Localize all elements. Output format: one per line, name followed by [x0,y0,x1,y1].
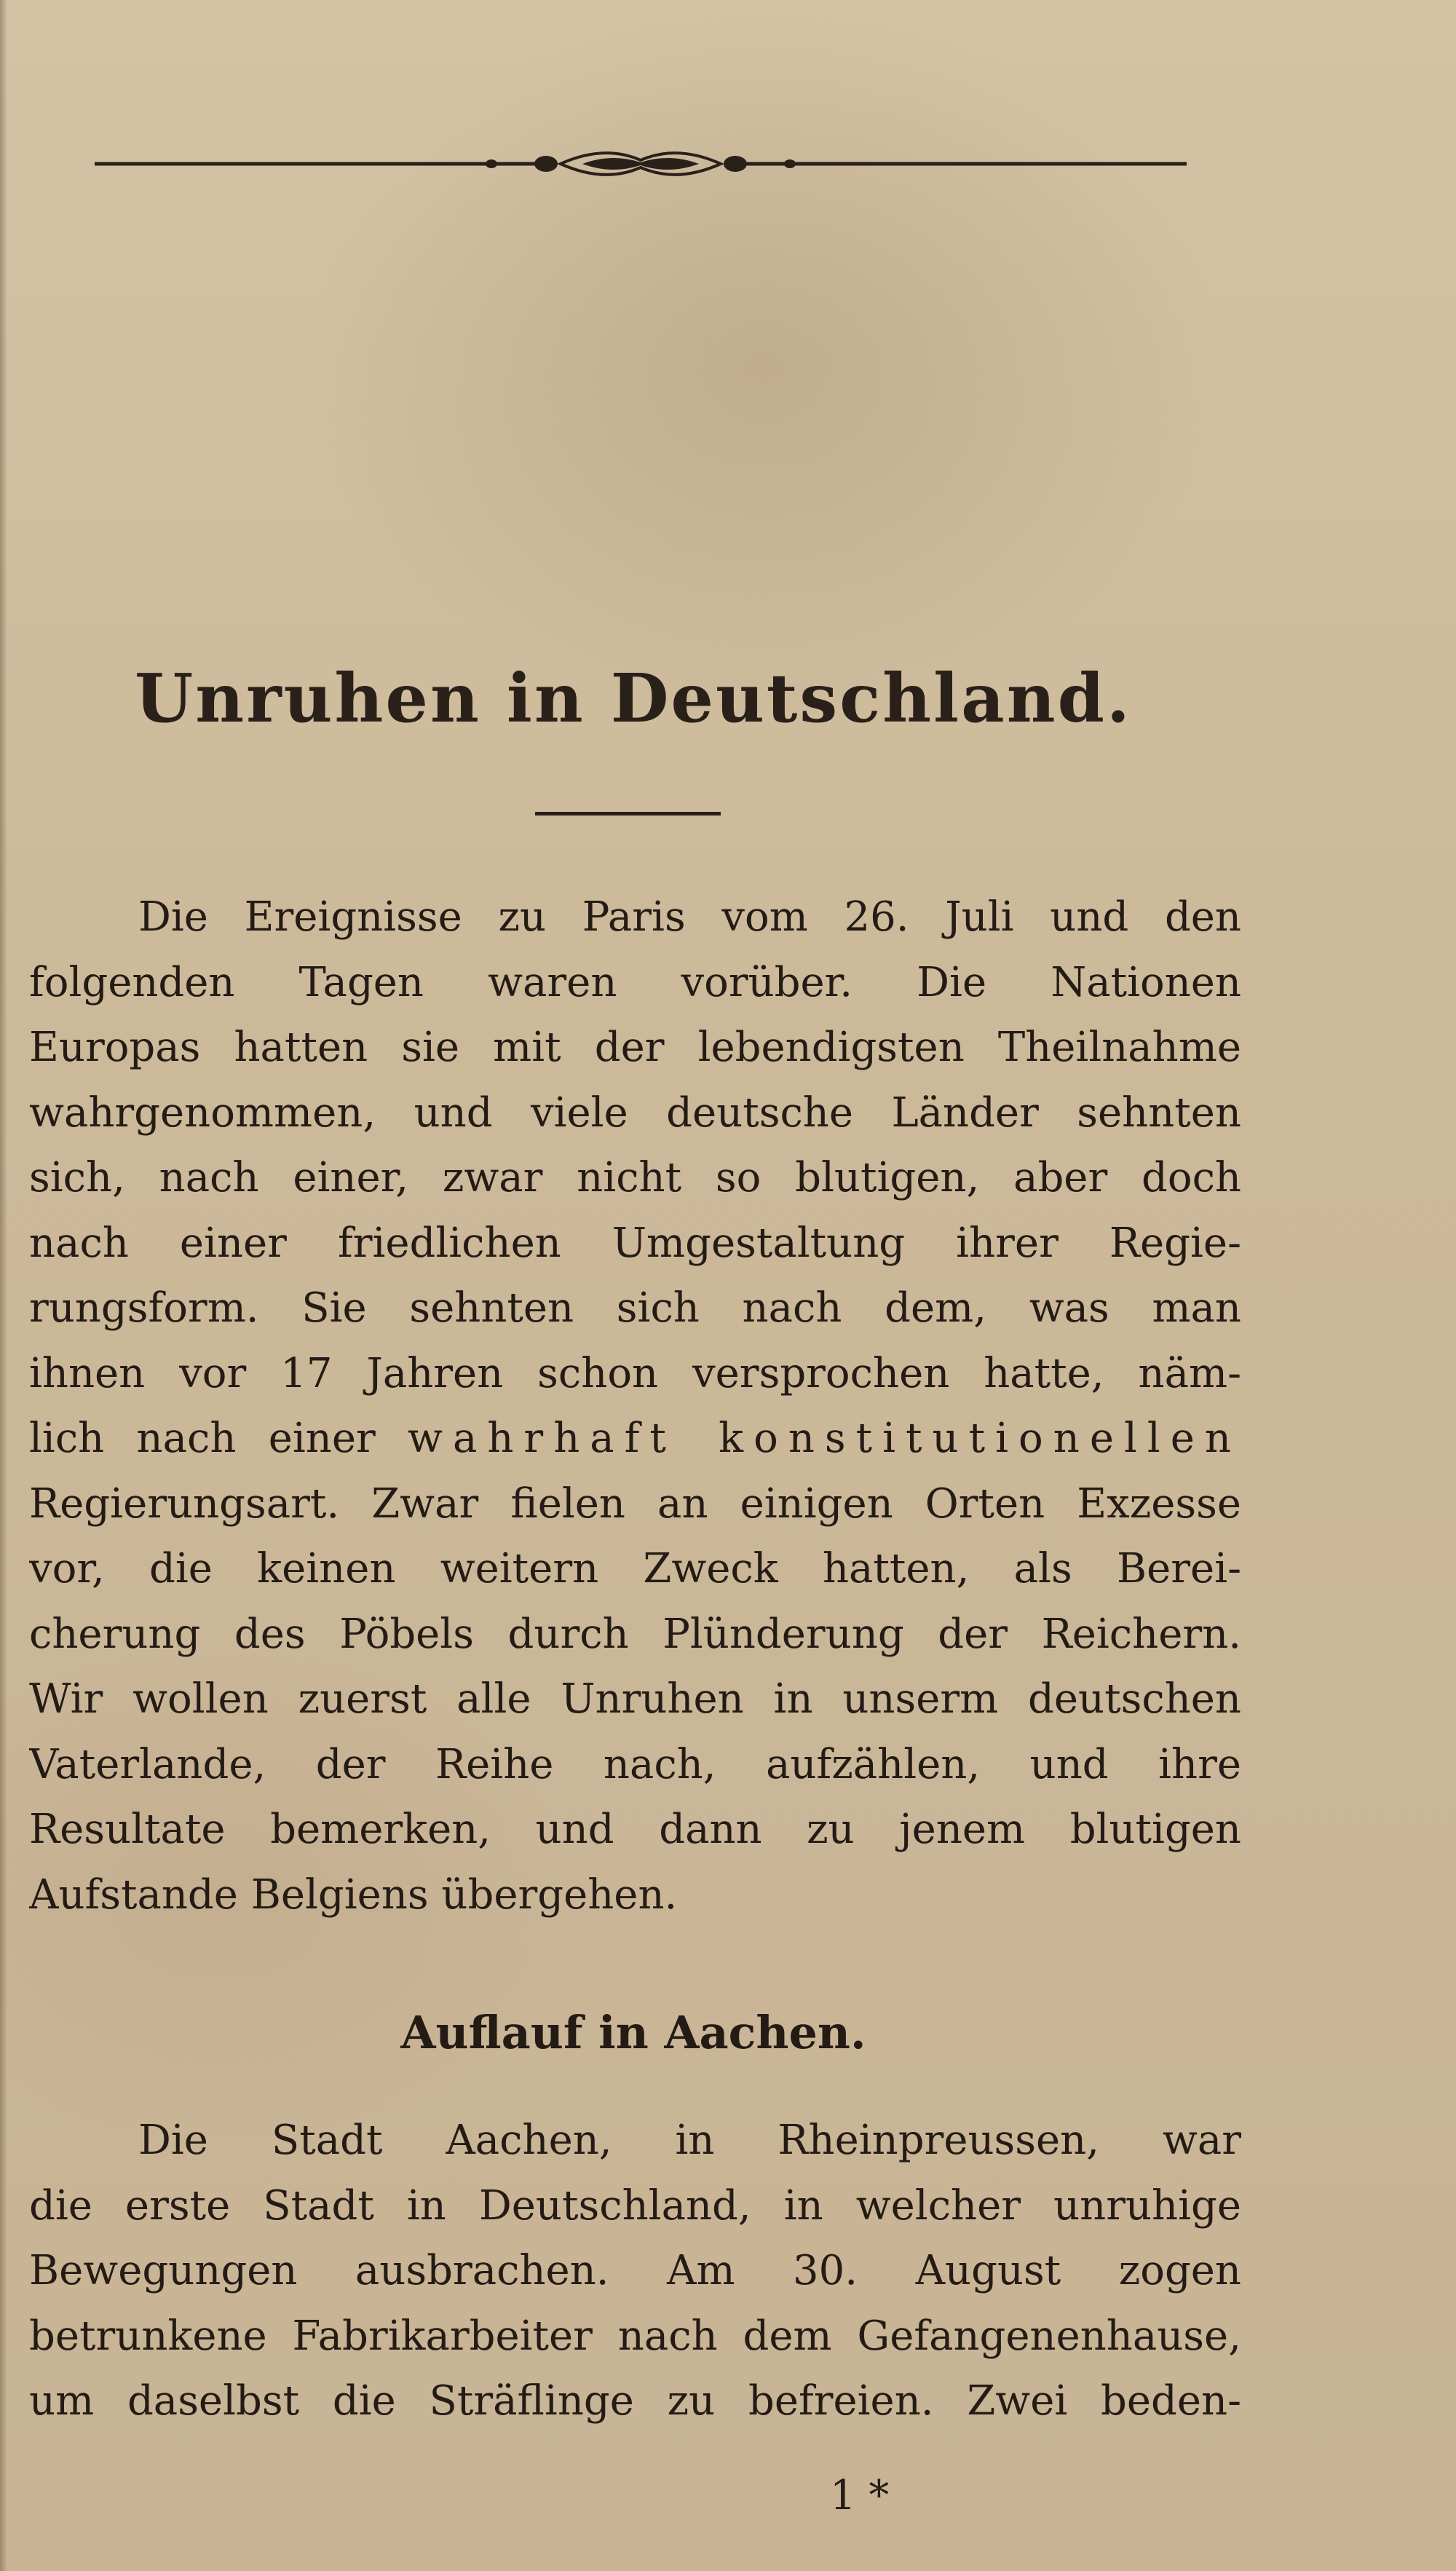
paragraph-line: Wir wollen zuerst alle Unruhen in unserm deutschen [29,1675,1241,1723]
page-binding-edge [0,0,7,2571]
paragraph-line: nach einer friedlichen Umgestaltung ihrer Regie- [29,1219,1241,1267]
paragraph-1 [29,885,1241,1927]
paragraph-line: ihnen vor 17 Jahren schon versprochen hatte, näm- [29,1349,1241,1397]
paragraph-line: folgenden Tagen waren vorüber. Die Nationen [29,958,1241,1006]
chapter-title: Unruhen in Deutschland. [135,659,1132,738]
spaced-emphasis: wahrhaft konstitutionellen [408,1415,1241,1462]
paragraph-line: rungsform. Sie sehnten sich nach dem, was man [29,1284,1241,1332]
paragraph-line: Resultate bemerken, und dann zu jenem blutigen [29,1806,1241,1853]
paragraph-line: sich, nach einer, zwar nicht so blutigen, aber doch [29,1154,1241,1201]
paragraph-line: die erste Stadt in Deutschland, in welcher unruhige [29,2181,1241,2230]
paragraph-line: wahrgenommen, und viele deutsche Länder sehnten [29,1089,1241,1137]
paragraph-2 [29,2108,1241,2434]
paragraph-line: Regierungsart. Zwar fielen an einigen Orten Exzesse [29,1480,1241,1528]
paragraph-line: vor, die keinen weitern Zweck hatten, als Berei- [29,1545,1241,1592]
paragraph-line: um daselbst die Sträflinge zu befreien. Zwei beden- [29,2377,1241,2425]
paragraph-line-spaced [29,1406,1241,1472]
paragraph-line-part: lich nach einer [29,1415,376,1462]
paragraph-line: Die Ereignisse zu Paris vom 26. Juli und den [138,893,1241,941]
paragraph-line: Aufstande Belgiens übergehen. [29,1871,678,1919]
paragraph-line: cherung des Pöbels durch Plünderung der Reichern. [29,1610,1241,1658]
title-underline-rule [535,812,721,815]
signature-mark: 1 * [830,2472,890,2519]
paragraph-line: Europas hatten sie mit der lebendigsten Theilnahme [29,1024,1241,1071]
paragraph-line: Vaterlande, der Reihe nach, aufzählen, und ihre [29,1740,1241,1788]
paragraph-line: Bewegungen ausbrachen. Am 30. August zogen [29,2247,1241,2294]
section-title: Auflauf in Aachen. [400,2006,866,2059]
paragraph-line: betrunkene Fabrikarbeiter nach dem Gefangenenhause, [29,2312,1241,2360]
ornament-rule [95,138,1187,189]
paragraph-line: Die Stadt Aachen, in Rheinpreussen, war [138,2117,1241,2164]
